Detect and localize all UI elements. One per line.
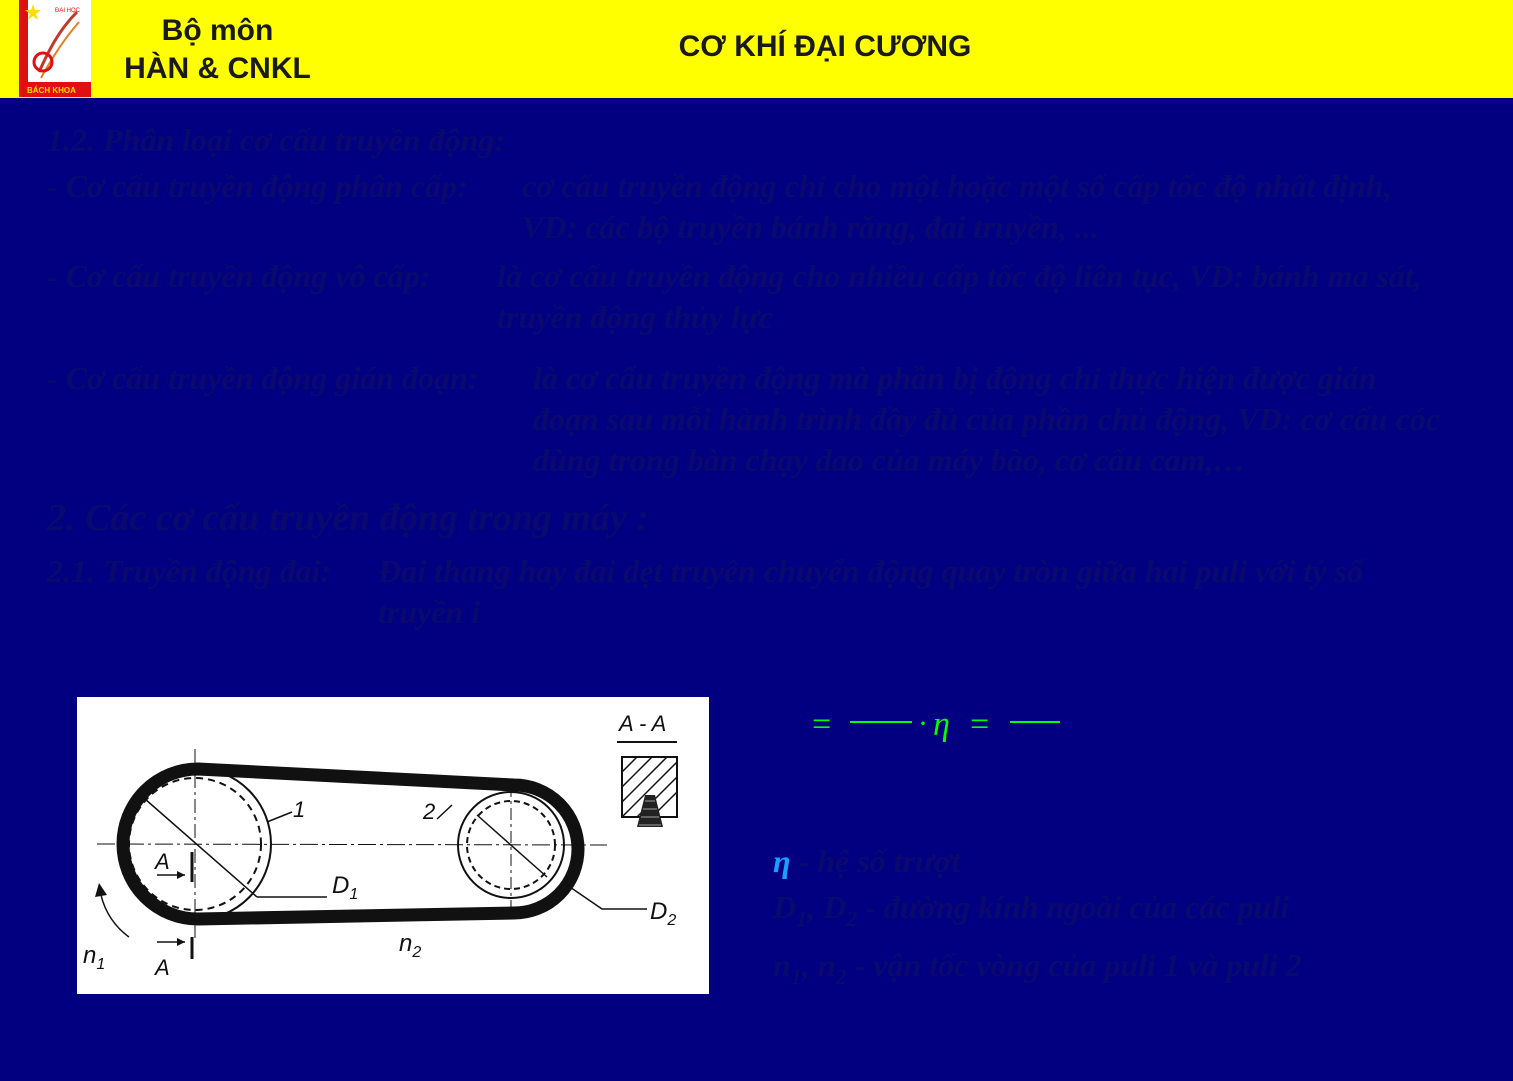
d2-label: $D_2$ bbox=[650, 898, 677, 929]
course-title: CƠ KHÍ ĐẠI CƯƠNG bbox=[678, 30, 972, 63]
diameter-description: - đường kính ngoài của các puli bbox=[857, 889, 1290, 925]
transmission-ratio-formula bbox=[800, 695, 1070, 760]
item-3-label: - Cơ cấu truyền động gián đoạn: bbox=[47, 360, 479, 396]
formula-equals-1: = bbox=[812, 706, 832, 743]
department-name bbox=[110, 12, 325, 88]
item-3-text-line-3: dùng trong bàn chạy dao của máy bào, cơ cấu cam,… bbox=[533, 442, 1246, 478]
section-heading-2: 2. Các cơ cấu truyền động trong máy : bbox=[47, 497, 650, 539]
formula-eta: η bbox=[933, 706, 950, 743]
d1-label: $D_1$ bbox=[332, 872, 359, 903]
department-line-2: HÀN & CNKL bbox=[124, 52, 311, 85]
legend-eta-row bbox=[773, 838, 1302, 884]
formula-equals-2: = bbox=[970, 706, 990, 743]
section-a-top-label: A bbox=[155, 849, 170, 874]
belt-drive-figure bbox=[77, 697, 709, 994]
legend-diameter-row: $D_1$, $D_2$ - đường kính ngoài của các puli bbox=[773, 889, 1290, 931]
section-a-bottom-label: A bbox=[155, 955, 170, 980]
item-1-text-line-2: VD: các bộ truyền bánh răng, đai truyền, ... bbox=[522, 209, 1099, 245]
n1-label: $n_1$ bbox=[83, 942, 106, 973]
speed-description: - vận tốc vòng của puli 1 và puli 2 bbox=[846, 947, 1302, 983]
pulley-1-label: 1 bbox=[293, 797, 306, 822]
item-1-text-line-1: cơ cấu truyền động chỉ cho một hoặc một số cấp tốc độ nhất định, bbox=[522, 168, 1392, 204]
section-2-1-text-line-2: truyền i bbox=[378, 594, 481, 630]
department-line-1: Bộ môn bbox=[161, 14, 274, 47]
item-2-text-line-2: truyền động thủy lực bbox=[497, 299, 774, 335]
item-3-text-line-1: là cơ cấu truyền động mà phần bị động chỉ thực hiện được gián bbox=[533, 360, 1377, 396]
eta-symbol: η bbox=[773, 843, 791, 879]
legend-speed-row: $n_1$, $n_2$ - vận tốc vòng của puli 1 và puli 2 bbox=[773, 947, 1302, 989]
belt-drive-diagram bbox=[77, 697, 709, 994]
svg-text:BÁCH KHOA: BÁCH KHOA bbox=[27, 86, 76, 95]
symbol-legend bbox=[773, 838, 1302, 1000]
section-heading-2-1-label: 2.1. Truyền động đai: bbox=[47, 553, 332, 589]
formula-dot: · bbox=[918, 707, 928, 740]
section-heading-1-2: 1.2. Phân loại cơ cấu truyền động: bbox=[47, 122, 506, 158]
item-3-text-line-2: đoạn sau mỗi hành trình đầy đủ của phần chủ động, VD: cơ cấu cóc bbox=[533, 401, 1441, 437]
logo-graphic bbox=[19, 0, 91, 97]
university-logo bbox=[19, 0, 91, 97]
section-label: A - A bbox=[619, 711, 667, 736]
item-2-text-line-1: là cơ cấu truyền động cho nhiều cấp tốc độ liên tục, VD: bánh ma sát, bbox=[497, 258, 1422, 294]
n2-label: $n_2$ bbox=[399, 930, 422, 961]
item-2-label: - Cơ cấu truyền động vô cấp: bbox=[47, 258, 431, 294]
formula-graphic bbox=[800, 695, 1070, 755]
item-1-label: - Cơ cấu truyền động phân cấp: bbox=[47, 168, 468, 204]
header-bar bbox=[0, 0, 1513, 98]
section-2-1-text-line-1: Đai thang hay đai dẹt truyền chuyển động quay tròn giữa hai puli với tỷ số bbox=[378, 553, 1363, 589]
svg-text:ĐẠI HỌC: ĐẠI HỌC bbox=[55, 8, 81, 14]
pulley-2-label: 2 bbox=[423, 799, 436, 824]
eta-description: - hệ số trượt bbox=[790, 843, 961, 879]
